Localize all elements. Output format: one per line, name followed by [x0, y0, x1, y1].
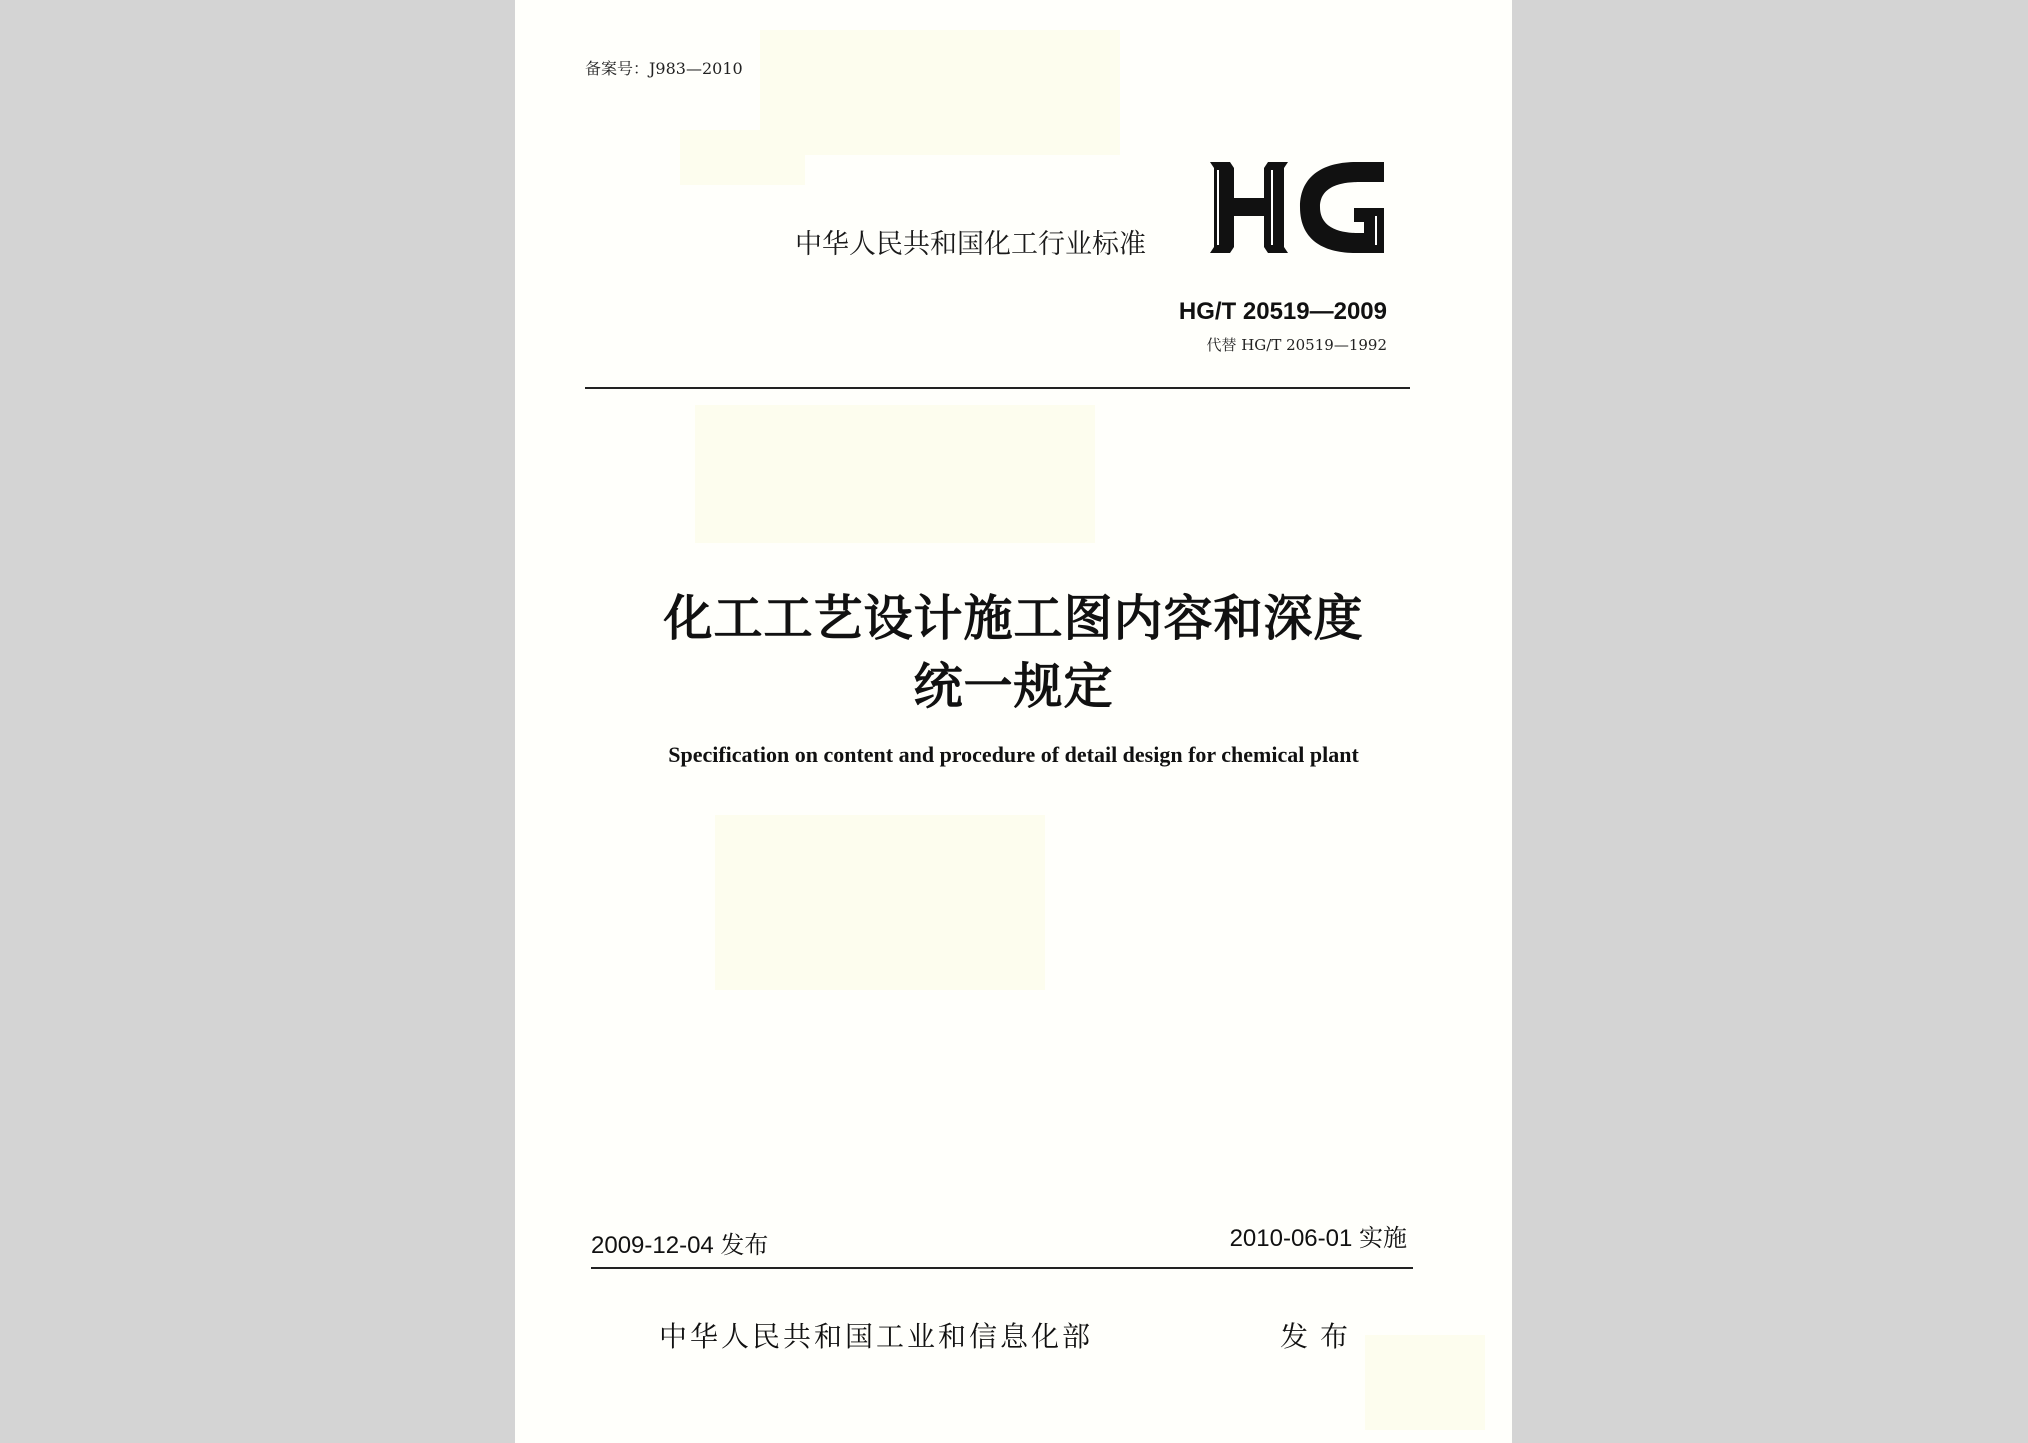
hg-logo: [1208, 160, 1388, 255]
paper-tint: [1365, 1335, 1485, 1430]
title-chinese-line-2: 统一规定: [913, 658, 1114, 715]
paper-tint: [680, 130, 805, 185]
header-divider: [585, 387, 1410, 389]
title-english: Specification on content and procedure of detail design for chemical plant: [668, 742, 1359, 767]
document-cover-page: [515, 0, 1512, 1443]
filing-number: 备案号：J983—2010: [585, 59, 743, 78]
standard-code: HG/T 20519—2009: [1178, 298, 1387, 325]
implementation-date: 2010-06-01 实施: [1229, 1225, 1407, 1252]
footer-divider: [591, 1267, 1413, 1269]
title-chinese-line-1: 化工工艺设计施工图内容和深度: [663, 590, 1364, 647]
publish-label: 发布: [1280, 1320, 1361, 1353]
replaced-standard: 代替 HG/T 20519—1992: [1206, 336, 1387, 354]
standard-category: 中华人民共和国化工行业标准: [795, 229, 1146, 260]
issue-date: 2009-12-04 发布: [591, 1232, 769, 1259]
publisher-name: 中华人民共和国工业和信息化部: [659, 1320, 1094, 1353]
paper-tint: [760, 30, 1120, 155]
paper-tint: [695, 405, 1095, 543]
paper-tint: [715, 815, 1045, 990]
